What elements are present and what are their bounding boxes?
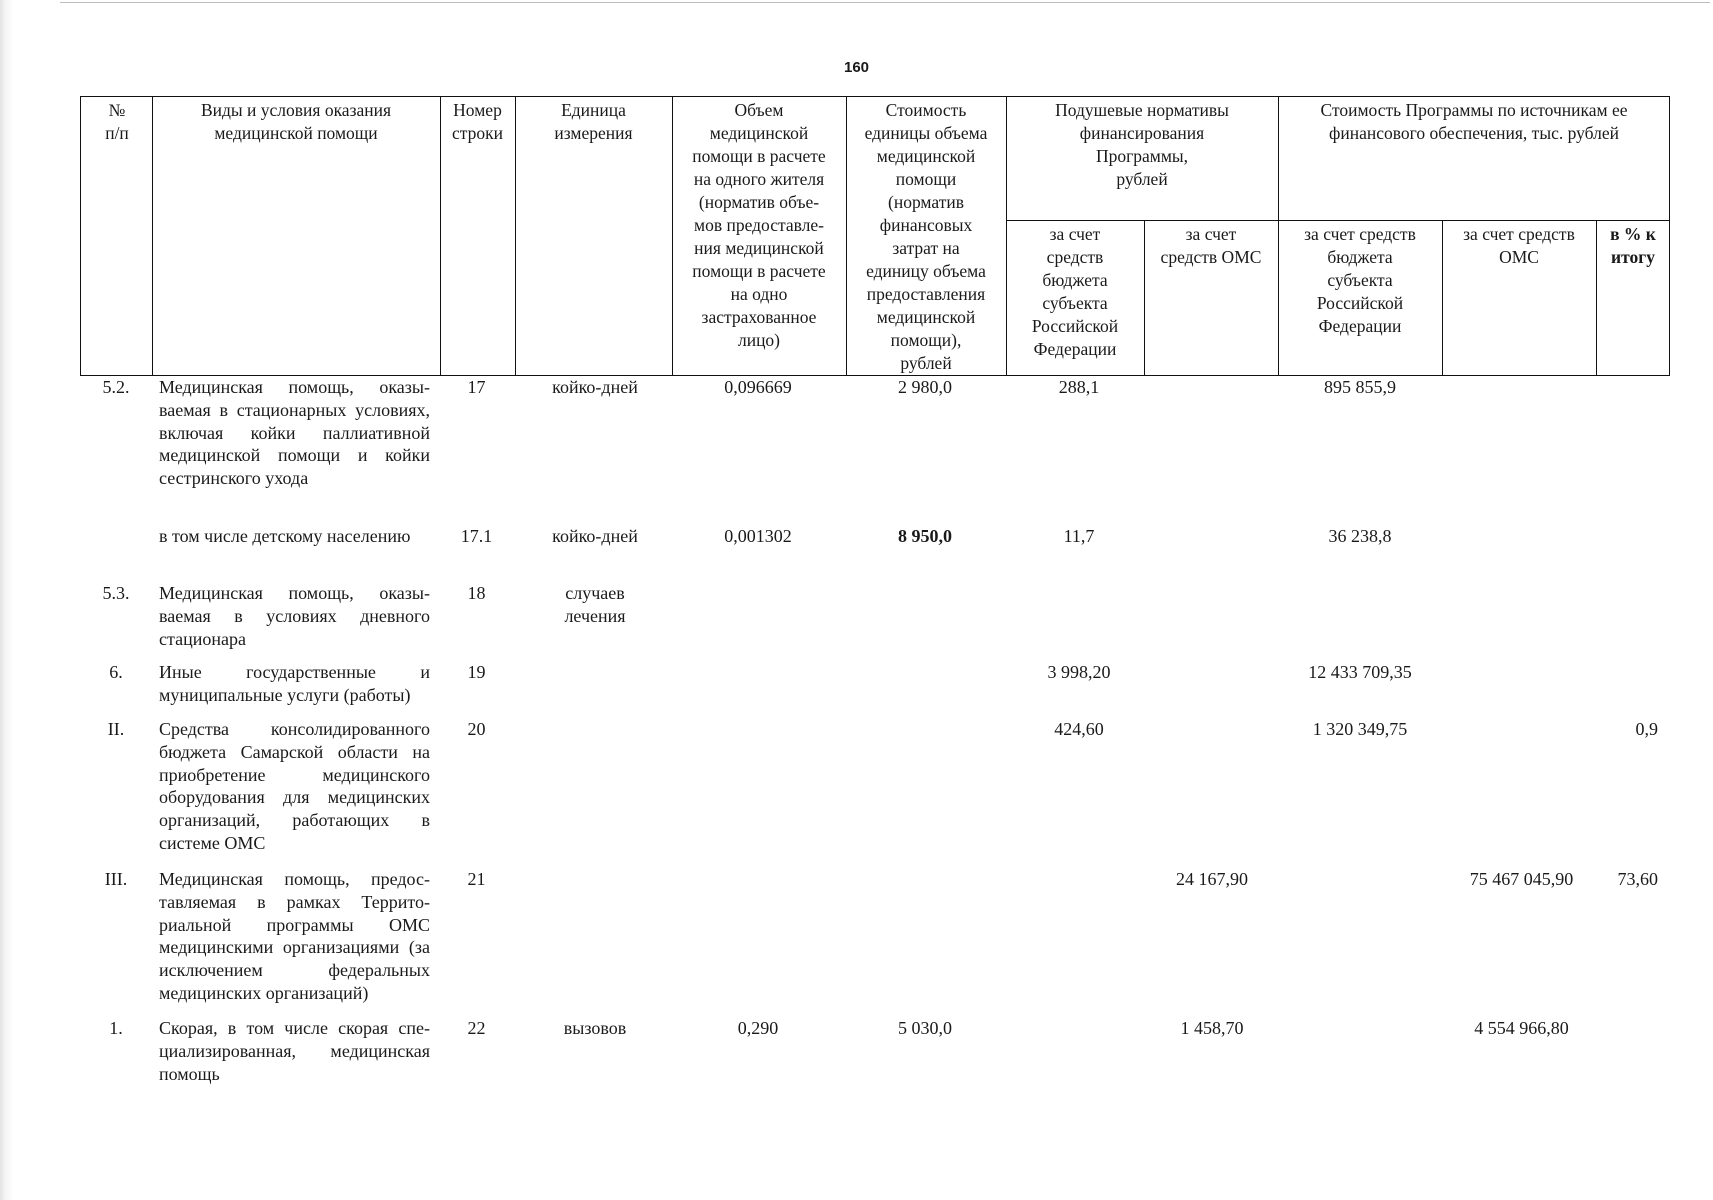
row-program-budget: 36 238,8 [1328, 526, 1392, 546]
row-name: Медицинская помощь, оказы-ваемая в стационарных условиях, включая койки паллиативной медицинской помощи и койки сестринского ухода [159, 377, 430, 489]
row-name: Средства консолидированного бюджета Самарской области на приобретение медицинского оборудования для медицинских организаций, работающих в системе ОМС [159, 719, 430, 853]
header-per-capita-omc: за счет средств ОМС [1160, 224, 1262, 267]
row-line: 18 [467, 583, 486, 603]
row-program-pct: 0,9 [1635, 719, 1658, 739]
table-row [0, 718, 1713, 868]
row-line: 17.1 [460, 526, 493, 546]
row-name: Иные государственные и муниципальные услуги (работы) [159, 662, 430, 705]
row-volume: 0,290 [737, 1018, 779, 1038]
header-subdivider [1006, 220, 1670, 221]
row-name: Скорая, в том числе скорая спе-циализированная, медицинская помощь [159, 1018, 430, 1084]
row-per-capita-budget: 11,7 [1063, 526, 1095, 546]
row-line: 20 [467, 719, 486, 739]
row-name: Медицинская помощь, предос-тавляемая в рамках Террито-риальной программы ОМС медицинскими организациями (за исключением федеральных медицинских организаций) [159, 869, 430, 1003]
row-per-capita-budget: 424,60 [1054, 719, 1104, 739]
row-per-capita-budget: 288,1 [1058, 377, 1100, 397]
row-name: Медицинская помощь, оказы-ваемая в условиях дневного стационара [159, 583, 430, 649]
row-program-budget: 895 855,9 [1324, 377, 1396, 397]
table-row [0, 868, 1713, 1018]
header-line: Номер строки [452, 100, 503, 143]
row-program-budget: 1 320 349,75 [1312, 719, 1408, 739]
header-num: № п/п [105, 100, 129, 143]
row-number: 6. [109, 662, 123, 682]
row-volume: 0,001302 [724, 526, 792, 546]
row-per-capita-omc: 24 167,90 [1176, 869, 1248, 889]
row-cost: 5 030,0 [898, 1018, 952, 1038]
table-row [0, 376, 1713, 526]
row-line: 19 [467, 662, 486, 682]
row-line: 21 [467, 869, 486, 889]
header-program-omc: за счет средств ОМС [1463, 224, 1575, 267]
row-unit: койко-дней [552, 526, 638, 546]
row-program-budget: 12 433 709,35 [1308, 662, 1412, 682]
header-program-budget: за счет средств бюджета субъекта Российской Федерации [1304, 224, 1416, 336]
row-program-pct: 73,60 [1617, 869, 1658, 889]
header-unit: Единица измерения [554, 100, 633, 143]
row-line: 17 [467, 377, 486, 397]
row-number: 5.3. [102, 583, 130, 603]
row-program-omc: 4 554 966,80 [1474, 1018, 1569, 1038]
page-number: 160 [843, 59, 870, 76]
header-types: Виды и условия оказания медицинской помощи [200, 100, 392, 143]
header-program-pct: в % к итогу [1610, 224, 1656, 267]
scan-top-line [60, 2, 1710, 3]
row-volume: 0,096669 [724, 377, 792, 397]
row-number: 5.2. [102, 377, 130, 397]
row-number: 1. [109, 1018, 123, 1038]
row-program-omc: 75 467 045,90 [1469, 869, 1574, 889]
row-cost: 2 980,0 [898, 377, 952, 397]
header-per-capita-budget: за счет средств бюджета субъекта Российской Федерации [1031, 224, 1119, 359]
header-volume: Объем медицинской помощи в расчете на одного жителя (норматив объе- мов предоставле- ния медицинской помощи в расчете на одно застрахованное лицо) [692, 100, 826, 350]
table-row [0, 525, 1713, 581]
row-number: III. [104, 869, 128, 889]
table-row [0, 661, 1713, 717]
header-per-capita: Подушевые нормативы финансирования Программы, рублей [1055, 100, 1229, 189]
row-cost: 8 950,0 [898, 526, 952, 546]
row-unit: койко-дней [552, 377, 638, 397]
row-number: II. [107, 719, 125, 739]
row-unit: вызовов [563, 1018, 627, 1038]
table-row [0, 582, 1713, 662]
row-per-capita-omc: 1 458,70 [1180, 1018, 1244, 1038]
header-program-cost: Стоимость Программы по источникам ее финансового обеспечения, тыс. рублей [1320, 100, 1628, 143]
row-per-capita-budget: 3 998,20 [1047, 662, 1111, 682]
header-cost: Стоимость единицы объема медицинской помощи (норматив финансовых затрат на единицу объема предоставления медицинской помощи), рублей [864, 100, 988, 373]
row-line: 22 [467, 1018, 486, 1038]
row-unit: случаев лечения [564, 583, 626, 626]
table-row [0, 1017, 1713, 1097]
row-name: в том числе детскому населению [159, 526, 411, 546]
